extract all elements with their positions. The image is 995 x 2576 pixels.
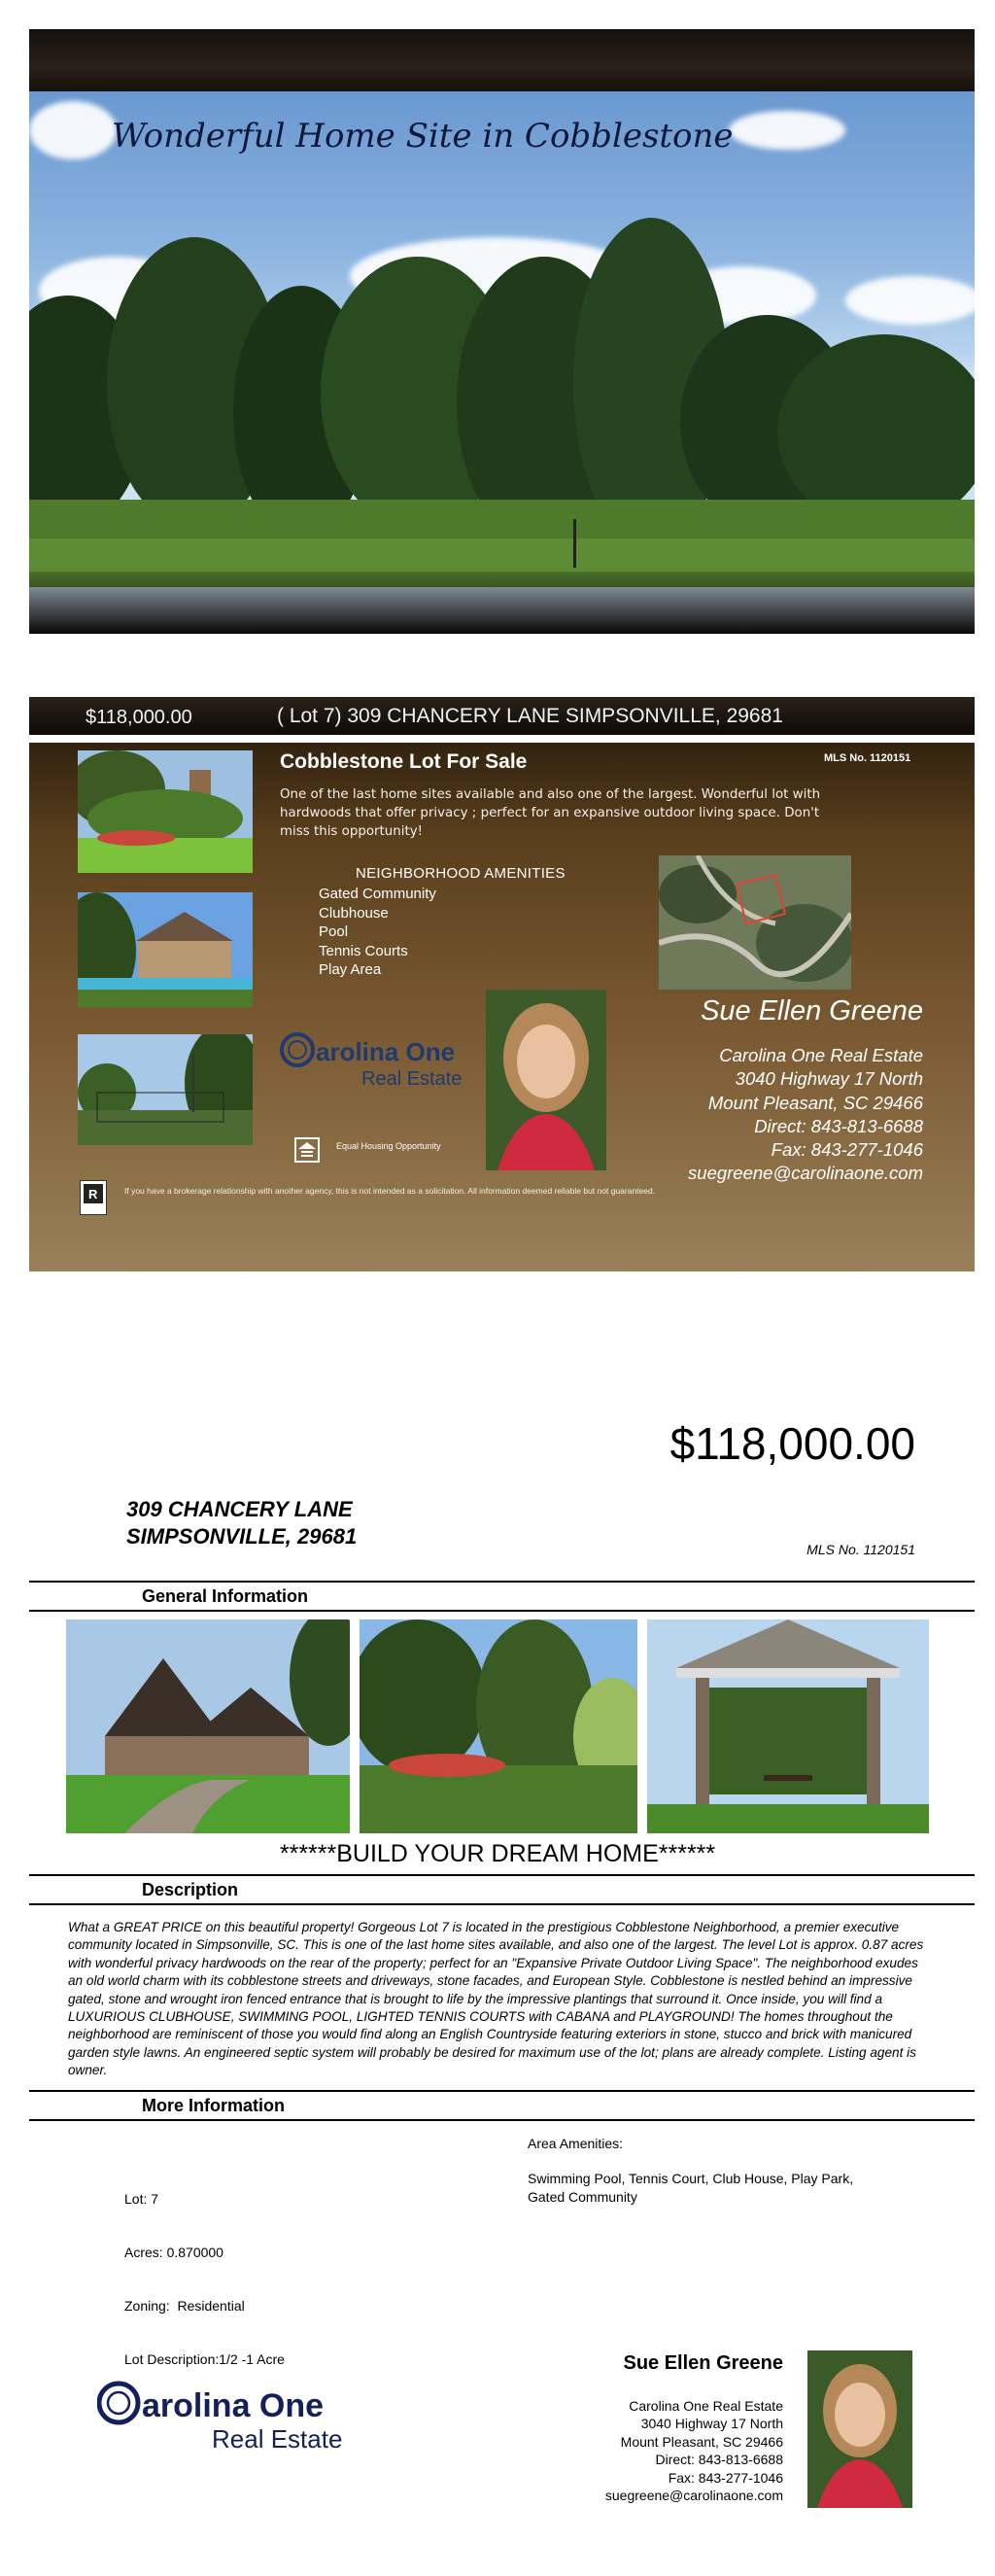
area-amenities-line: Swimming Pool, Tennis Court, Club House, Play Park, (528, 2171, 854, 2187)
detail-mls: MLS No. 1120151 (806, 1542, 915, 1557)
flyer-top-bar (29, 29, 975, 91)
agent-fax: Fax: 843-277-1046 (771, 1139, 923, 1161)
realtor-icon (80, 1180, 107, 1215)
description-heading: Description (142, 1880, 239, 1899)
area-amenities-line: Gated Community (528, 2188, 637, 2205)
agent-city: Mount Pleasant, SC 29466 (620, 2433, 783, 2450)
agent-company: Carolina One Real Estate (719, 1045, 923, 1065)
amenity-item: Pool (319, 923, 349, 940)
aerial-map (659, 855, 851, 990)
amenity-item: Clubhouse (319, 904, 389, 922)
tennis-court-photo (78, 1034, 253, 1145)
logo-text-2: Real Estate (212, 2424, 343, 2454)
logo-text-2: Real Estate (361, 1068, 463, 1090)
amenity-item: Tennis Courts (319, 942, 408, 959)
area-amenities (528, 2135, 853, 2206)
clubhouse-photo (78, 892, 253, 1007)
amenities-list (319, 885, 436, 980)
sale-description: One of the last home sites available and also one of the largest. Wonderful lot with hardwoods that offer privacy ; perfect for an expansive outdoor living space. Don't miss this opportunity! (280, 787, 821, 839)
agent-direct: Direct: 843-813-6688 (655, 2452, 783, 2468)
agent-street: 3040 Highway 17 North (640, 2416, 783, 2432)
carolina-one-logo (97, 2380, 369, 2462)
description-text: What a GREAT PRICE on this beautiful property! Gorgeous Lot 7 is located in the prestigious Cobblestone Neighborhood, a premier executive community located in Simpsonville, SC. This is one of the last home sites available, and also one of the largest. The level Lot is approx. 0.87 acres with wonderful privacy hardwoods on the rear of the property; perfect for an "Expansive Private Outdoor Living Space". The neighborhood exudes an old world charm with its cobblestone streets and driveways, stone facades, and European Style. Cobblestone is nestled behind an impressive gated, stone and wrought iron fenced entrance that is brought to life by the impressive plantings that surround it. Once inside, you will find a LUXURIOUS CLUBHOUSE, SWIMMING POOL, LIGHTED TENNIS COURTS with CABANA and PLAYGROUND! The homes throughout the neighborhood are reminiscent of those you would find along an English Countryside featuring exteriors in stone, stucco and brick with manicured garden style lawns. An engineered septic system will probably be desired for maximum use of the lot; plans are already complete. Listing agent is owner. (68, 1920, 924, 2078)
listing-panel (29, 743, 975, 1271)
lot-zoning: Zoning: Residential (124, 2298, 245, 2315)
agent-direct: Direct: 843-813-6688 (754, 1115, 923, 1136)
agent-name: Sue Ellen Greene (701, 995, 923, 1027)
lot-acres: Acres: 0.870000 (124, 2245, 223, 2261)
lot-number: Lot: 7 (124, 2190, 159, 2207)
home-photo (66, 1619, 350, 1833)
agent-photo (807, 2350, 912, 2508)
agent-email[interactable]: suegreene@carolinaone.com (604, 2488, 783, 2504)
hero-image (29, 91, 975, 634)
agent-contact (605, 2397, 783, 2504)
divider (29, 2119, 975, 2121)
lot-details (124, 2154, 285, 2386)
tree-line (29, 91, 975, 634)
price-bar (29, 694, 975, 735)
agent-company: Carolina One Real Estate (629, 2398, 783, 2414)
divider (29, 1610, 975, 1612)
cabana-photo (647, 1619, 929, 1833)
area-amenities-heading: Area Amenities: (528, 2136, 624, 2151)
agent-fax: Fax: 843-277-1046 (668, 2469, 783, 2486)
divider (29, 1903, 975, 1905)
logo-text-1: arolina One (142, 2387, 325, 2424)
logo-text-1: arolina One (316, 1037, 456, 1066)
detail-address-line1: 309 CHANCERY LANE (126, 1497, 353, 1521)
detail-price: $118,000.00 (669, 1418, 915, 1469)
detail-address-line2: SIMPSONVILLE, 29681 (126, 1524, 358, 1549)
agent-photo (486, 990, 606, 1170)
svg-text:R: R (88, 1187, 98, 1201)
hero-title: Wonderful Home Site in Cobblestone (112, 117, 734, 156)
landscape-photo (360, 1619, 637, 1833)
lot-description: Lot Description:1/2 -1 Acre (124, 2351, 285, 2368)
disclaimer: If you have a brokerage relationship with another agency, this is not intended as a solicitation. All information deemed reliable but not guaranteed. (124, 1186, 656, 1196)
flyer-page (29, 29, 975, 1271)
agent-street: 3040 Highway 17 North (735, 1068, 923, 1090)
flyer-lot-address: ( Lot 7) 309 CHANCERY LANE SIMPSONVILLE, 29681 (277, 705, 783, 727)
flyer-mls: MLS No. 1120151 (824, 752, 911, 764)
agent-email[interactable]: suegreene@carolinaone.com (688, 1163, 923, 1184)
equal-housing-icon (294, 1137, 320, 1163)
carolina-one-logo (280, 1030, 474, 1096)
agent-city: Mount Pleasant, SC 29466 (707, 1092, 923, 1113)
entrance-photo (78, 750, 253, 873)
tagline: ******BUILD YOUR DREAM HOME****** (279, 1840, 716, 1867)
general-info-heading: General Information (142, 1586, 309, 1606)
flyer-price: $118,000.00 (86, 707, 192, 728)
agent-contact (688, 1044, 923, 1186)
amenity-item: Play Area (319, 961, 382, 978)
agent-name: Sue Ellen Greene (623, 2352, 783, 2374)
divider (29, 2090, 975, 2092)
more-info-heading: More Information (142, 2096, 285, 2115)
equal-housing-text: Equal Housing Opportunity (336, 1141, 441, 1151)
divider (29, 1874, 975, 1876)
sale-title: Cobblestone Lot For Sale (280, 750, 528, 773)
amenity-item: Gated Community (319, 886, 436, 902)
divider (29, 1581, 975, 1583)
amenities-heading: NEIGHBORHOOD AMENITIES (356, 865, 566, 882)
